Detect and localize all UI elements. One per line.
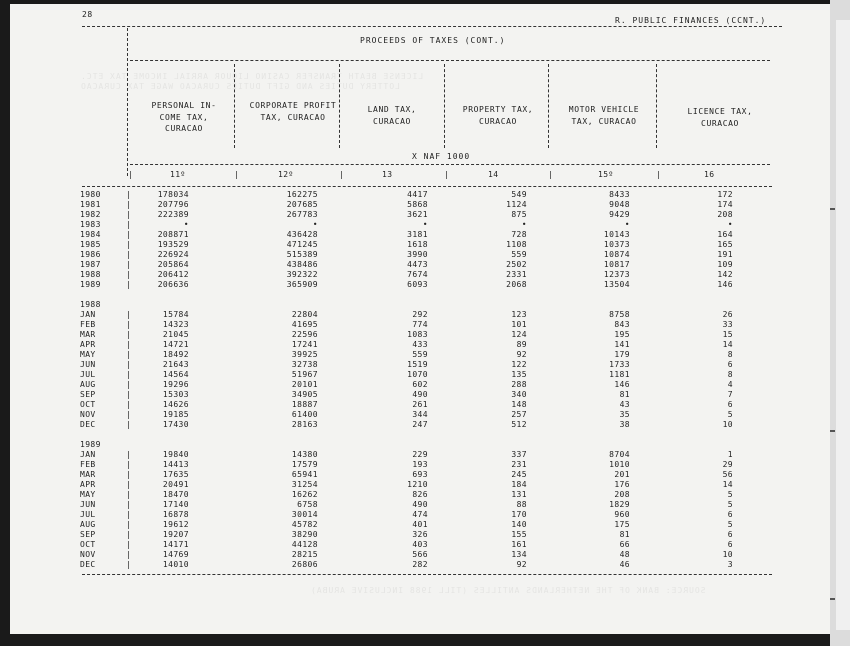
table-row: 1980 | 178034 162275 4417 549 8433 172 (80, 190, 733, 199)
col-header-personal-income-tax: PERSONAL IN- COME TAX, CURACAO (151, 101, 217, 133)
table-row: MAR | 17635 65941 693 245 201 56 (80, 470, 733, 479)
table-row: NOV | 14769 28215 566 134 48 10 (80, 550, 733, 559)
table-row: OCT | 14171 44128 403 161 66 6 (80, 540, 733, 549)
table-banner: PROCEEDS OF TAXES (CONT.) (360, 36, 506, 45)
col-code: 15º (598, 170, 614, 179)
bleed-through: LOTTERY DUTIES AND GIFT DUTIES CURACAO WAGE TAX CURACAO (80, 82, 400, 91)
col-header-corporate-profit-tax: CORPORATE PROFIT TAX, CURACAO (249, 101, 337, 122)
table-row: SEP | 15303 34905 490 340 81 7 (80, 390, 733, 399)
col-header-motor-vehicle-tax: MOTOR VEHICLE TAX, CURACAO (568, 105, 640, 126)
reverse-source-note: SOURCE: BANK OF THE NETHERLANDS ANTILLES (TILL 1988 INCLUSIVE ARUBA) (310, 586, 706, 595)
header-bottom-rule (82, 186, 772, 187)
col-header-licence-tax: LICENCE TAX, CURACAO (687, 107, 753, 128)
col-code: 13 (382, 170, 393, 179)
table-row: FEB | 14413 17579 193 231 1010 29 (80, 460, 733, 469)
table-row: AUG | 19296 20101 602 288 146 4 (80, 380, 733, 389)
table-row: JUL | 14564 51967 1070 135 1181 8 (80, 370, 733, 379)
unit-rule (130, 164, 770, 165)
table-row: JUL | 16878 30014 474 170 960 6 (80, 510, 733, 519)
column-divider (444, 64, 445, 148)
table-row: JUN | 21643 32738 1519 122 1733 6 (80, 360, 733, 369)
table-row: JAN | 19840 14380 229 337 8704 1 (80, 450, 733, 459)
table-row: OCT | 14626 18887 261 148 43 6 (80, 400, 733, 409)
column-divider (656, 64, 657, 148)
table-row: MAY | 18492 39925 559 92 179 8 (80, 350, 733, 359)
col-code: 16 (704, 170, 715, 179)
block-title-1988: 1988 (80, 300, 101, 309)
table-row: 1985 | 193529 471245 1618 1108 10373 165 (80, 240, 733, 249)
table-row: 1982 | 222389 267783 3621 875 9429 208 (80, 210, 733, 219)
banner-rule (130, 60, 770, 61)
top-rule (82, 26, 782, 27)
column-divider (548, 64, 549, 148)
table-row: NOV | 19185 61400 344 257 35 5 (80, 410, 733, 419)
page-number: 28 (82, 10, 93, 19)
table-row: MAY | 18470 16262 826 131 208 5 (80, 490, 733, 499)
block-title-1989: 1989 (80, 440, 101, 449)
stub-divider (127, 28, 128, 176)
table-row: 1989 | 206636 365909 6093 2068 13504 146 (80, 280, 733, 289)
col-header-property-tax: PROPERTY TAX, CURACAO (462, 105, 534, 126)
col-code: 14 (488, 170, 499, 179)
table-row: FEB | 14323 41695 774 101 843 33 (80, 320, 733, 329)
column-divider (339, 64, 340, 148)
table-row: 1984 | 208871 436428 3181 728 10143 164 (80, 230, 733, 239)
table-row: 1986 | 226924 515389 3990 559 10874 191 (80, 250, 733, 259)
table-row: JAN | 15784 22804 292 123 8758 26 (80, 310, 733, 319)
table-row: 1988 | 206412 392322 7674 2331 12373 142 (80, 270, 733, 279)
col-code: 12º (278, 170, 294, 179)
next-page-edge (836, 20, 850, 630)
column-divider (234, 64, 235, 148)
column-code-row: | 11º | 12º | 13 | 14 | 15º | 16 (128, 170, 715, 179)
table-row: JUN | 17140 6758 490 88 1829 5 (80, 500, 733, 509)
table-row: SEP | 19207 38290 326 155 81 6 (80, 530, 733, 539)
table-row: 1987 | 205864 438486 4473 2502 10817 109 (80, 260, 733, 269)
table-row: APR | 20491 31254 1210 184 176 14 (80, 480, 733, 489)
section-title: R. PUBLIC FINANCES (CCNT.) (615, 16, 767, 25)
table-row: MAR | 21045 22596 1083 124 195 15 (80, 330, 733, 339)
table-row: AUG | 19612 45782 401 140 175 5 (80, 520, 733, 529)
table-row: APR | 14721 17241 433 89 141 14 (80, 340, 733, 349)
document-page (10, 4, 830, 634)
unit-label: X NAF 1000 (412, 152, 471, 161)
col-code: 11º (170, 170, 186, 179)
table-bottom-rule (82, 574, 772, 575)
table-row: 1983 | • • • • • • (80, 220, 733, 229)
table-row: DEC | 14010 26806 282 92 46 3 (80, 560, 733, 569)
col-header-land-tax: LAND TAX, CURACAO (367, 105, 417, 126)
table-row: 1981 | 207796 207685 5868 1124 9048 174 (80, 200, 733, 209)
bleed-through: LICENSE BEATH TRANSFER CASINO LIQUOR ARRIAL INCOME TAX ETC. (80, 72, 424, 81)
table-row: DEC | 17430 28163 247 512 38 10 (80, 420, 733, 429)
